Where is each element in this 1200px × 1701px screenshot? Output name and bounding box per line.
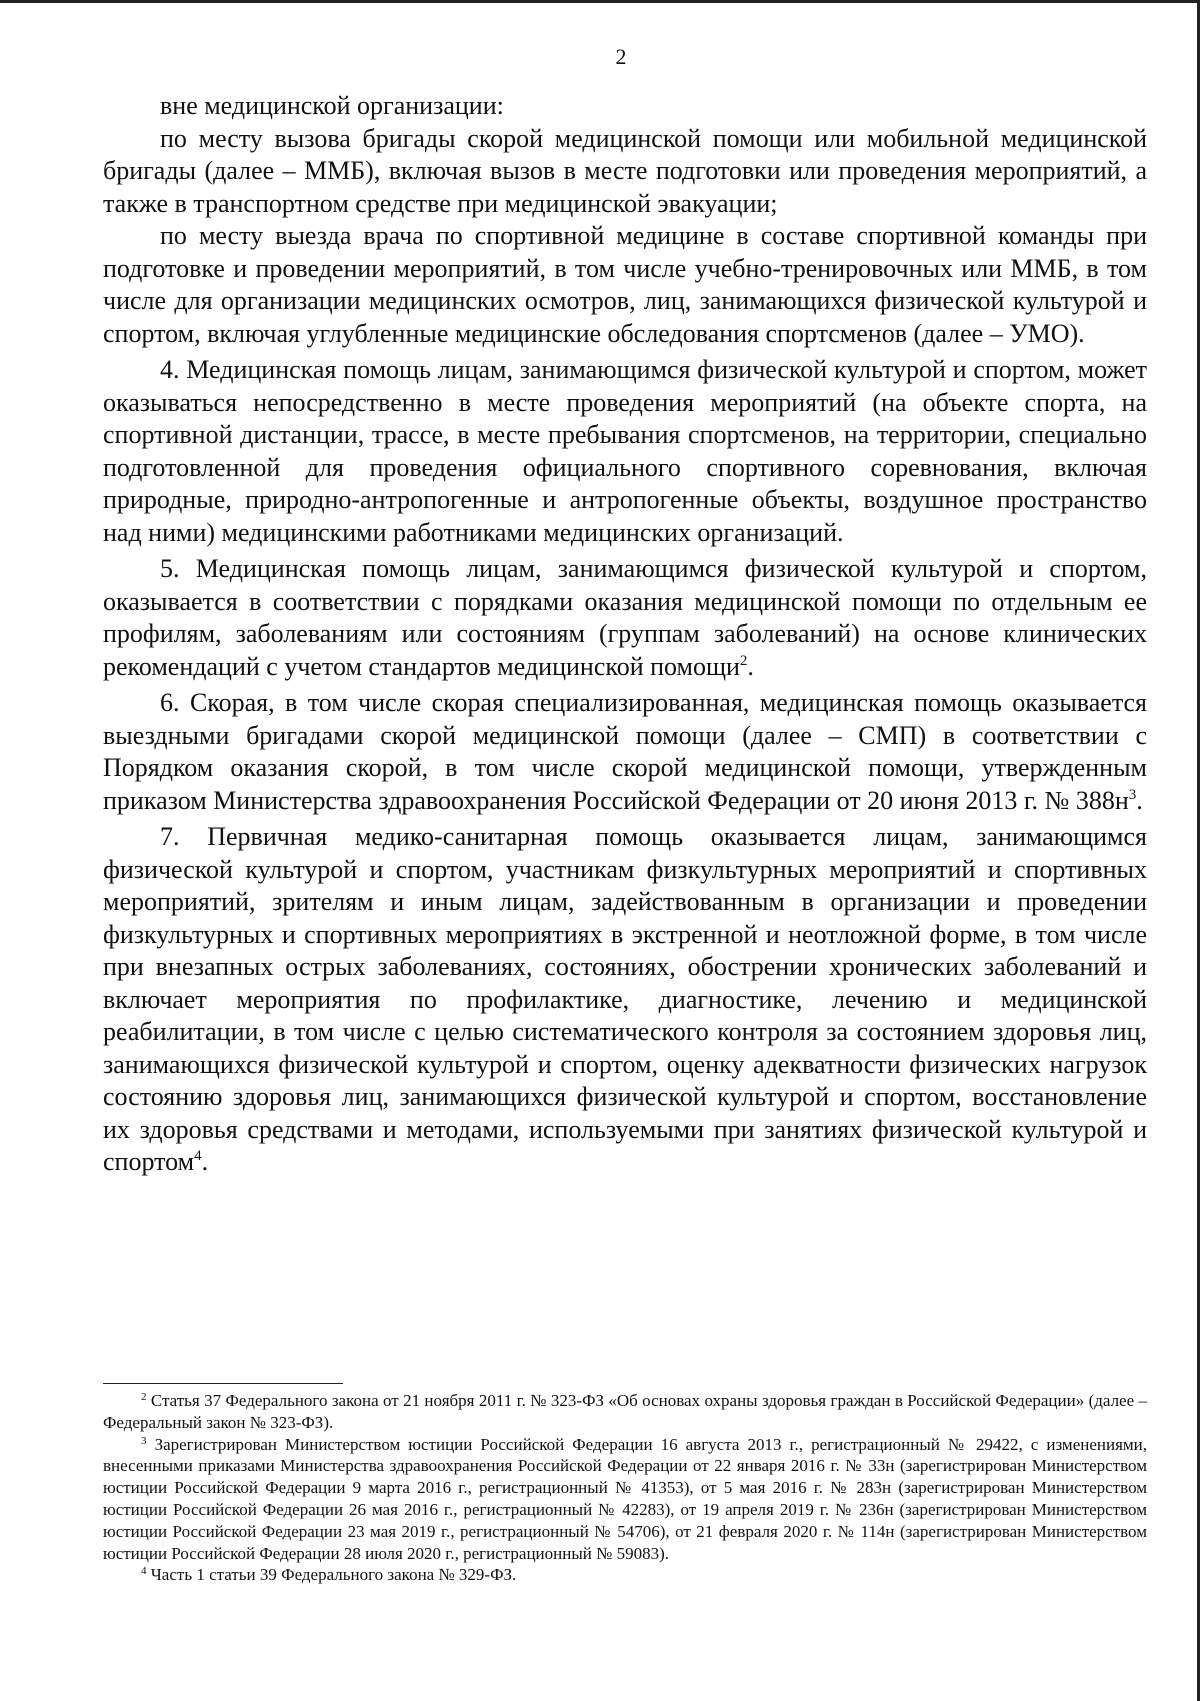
footnote-ref-4: 4 (194, 1148, 202, 1164)
paragraph-item-6: 6. Скорая, в том числе скорая специализированная, медицинская помощь оказывается выездными бригадами скорой медицинской помощи (далее – СМП) в соответствии с Порядком оказания скорой, в том числе скорой медицинской помощи, утвержденным приказом Министерства здравоохранения Российской Федерации от 20 июня 2013 г. № $388н^3$. (103, 688, 1147, 815)
paragraph-2: по месту выезда врача по спортивной медицине в составе спортивной команды при подготовке и проведении мероприятий, в том числе учебно-тренировочных или ММБ, в том числе для организации медицинских осмотров, лиц, занимающихся физической культурой и спортом, включая углубленные медицинские обследования спортсменов (далее – УМО). (103, 221, 1147, 348)
paragraph-item-4: 4. Медицинская помощь лицам, занимающимся физической культурой и спортом, может оказываться непосредственно в месте проведения мероприятий (на объекте спорта, на спортивной дистанции, трассе, в месте пребывания спортсменов, на территории, специально подготовленной для проведения официального спортивного соревнования, включая природные, природно-антропогенные и антропогенные объекты, воздушное пространство над ними) медицинскими работниками медицинских организаций. (103, 355, 1147, 547)
footnote-4: $^4$ Часть 1 статьи 39 Федерального закона № 329-ФЗ. (141, 1565, 517, 1585)
paragraph-1: по месту вызова бригады скорой медицинской помощи или мобильной медицинской бригады (далее – ММБ), включая вызов в месте подготовки или проведения мероприятий, а также в транспортном средстве при медицинской эвакуации; (103, 123, 1147, 218)
footnote-3: $^3$ Зарегистрирован Министерством юстиции Российской Федерации 16 августа 2013 г., регистрационный № 29422, с изменениями, внесенными приказами Министерства здравоохранения Российской Федерации от 22 января 2016 г. № 33н (зарегистрирован Министерством юстиции Российской Федерации 9 марта 2016 г., регистрационный № 41353), от 5 мая 2016 г. № 283н (зарегистрирован Министерством юстиции Российской Федерации 26 мая 2016 г., регистрационный № 42283), от 19 апреля 2019 г. № 236н (зарегистрирован Министерством юстиции Российской Федерации 23 мая 2019 г., регистрационный № 54706), от 21 февраля 2020 г. № 114н (зарегистрирован Министерством юстиции Российской Федерации 28 июля 2020 г., регистрационный № 59083). (103, 1434, 1147, 1563)
footnotes (103, 1390, 1147, 1586)
paragraph-item-5: 5. Медицинская помощь лицам, занимающимся физической культурой и спортом, оказывается в соответствии с порядками оказания медицинской помощи по отдельным ее профилям, заболеваниям или состояниям (группам заболеваний) на основе клинических рекомендаций с учетом стандартов медицинской помощи$^2$. (103, 554, 1147, 681)
footnote-separator (103, 1383, 343, 1384)
footnote-2: $^2$ Статья 37 Федерального закона от 21 ноября 2011 г. № 323-ФЗ «Об основах охраны здоровья граждан в Российской Федерации» (далее – Федеральный закон № 323-ФЗ). (103, 1391, 1148, 1432)
paragraph-0: вне медицинской организации: (160, 91, 504, 120)
footnote-ref-3: 3 (1128, 786, 1137, 803)
page-number: 2 (615, 44, 627, 69)
document-body (103, 90, 1147, 1179)
scan-edge-top (0, 0, 1200, 3)
paragraph-item-7: 7. Первичная медико-санитарная помощь оказывается лицам, занимающимся физической культурой и спортом, участникам физкультурных мероприятий и спортивных мероприятий, зрителям и иным лицам, задействованным в организации и проведении физкультурных и спортивных мероприятиях в экстренной и неотложной форме, в том числе при внезапных острых заболеваниях, состояниях, обострении хронических заболеваний и включает мероприятия по профилактике, диагностике, лечению и медицинской реабилитации, в том числе с целью систематического контроля за состоянием здоровья лиц, занимающихся физической культурой и спортом, оценку адекватности физических нагрузок состоянию здоровья лиц, занимающихся физической культурой и спортом, восстановление их здоровья средствами и методами, используемыми при занятиях физической культурой и спортом$^4$. (103, 822, 1147, 1176)
footnote-ref-2: 2 (739, 652, 748, 669)
